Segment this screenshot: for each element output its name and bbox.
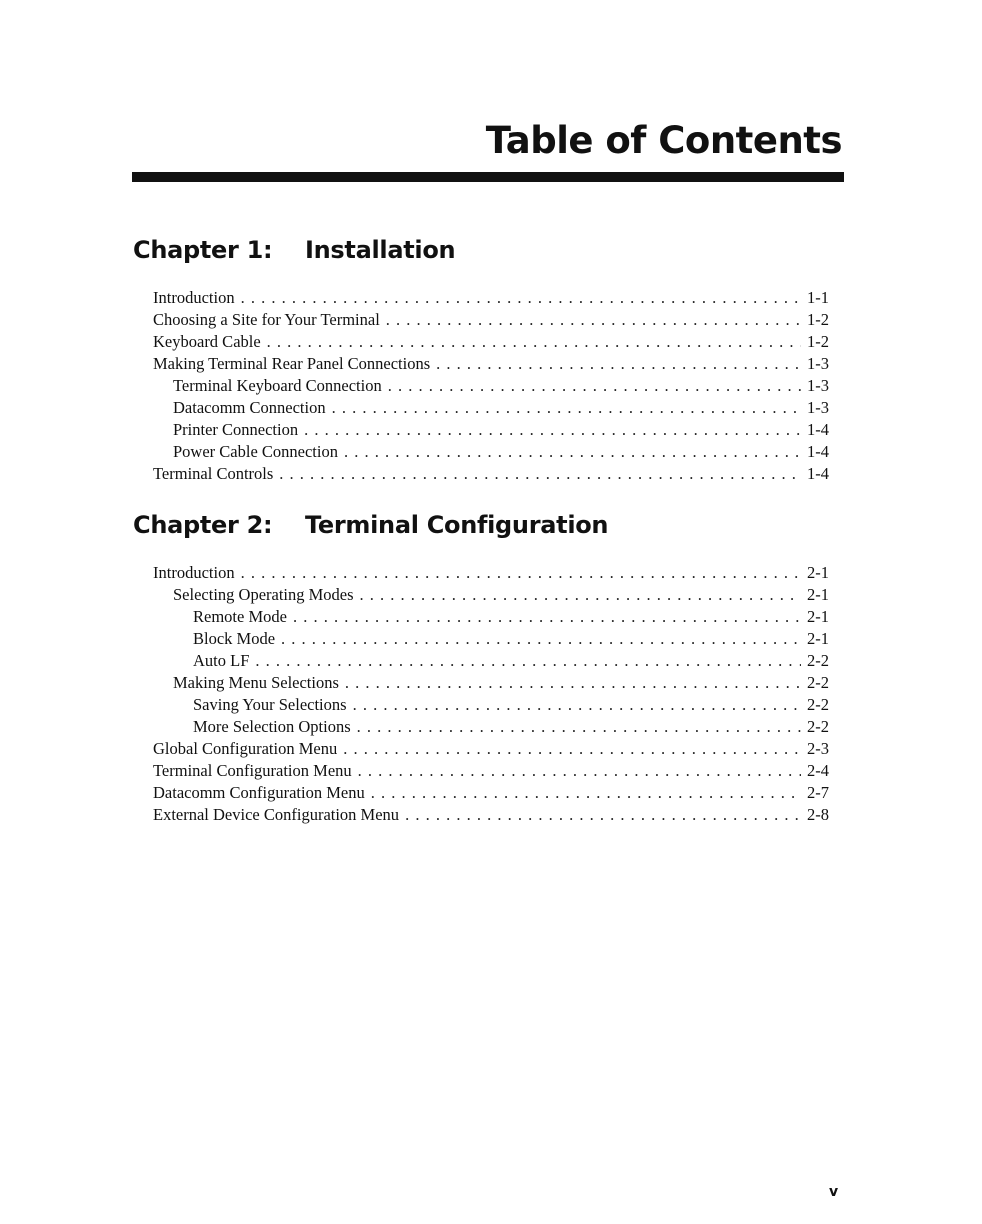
title-rule <box>132 172 844 182</box>
toc-entry-page-number: 1-2 <box>807 332 829 351</box>
dot-leader <box>255 650 801 672</box>
toc-entry-label: Datacomm Connection <box>173 398 326 417</box>
toc-entry-page-number: 2-8 <box>807 805 829 824</box>
dot-leader <box>343 738 801 760</box>
toc-entry[interactable] <box>153 650 835 672</box>
toc-entry-label: Printer Connection <box>173 420 299 439</box>
dot-leader <box>357 716 801 738</box>
toc-entry-label: Block Mode <box>193 629 276 648</box>
toc-entry-label: Remote Mode <box>193 607 287 626</box>
toc-entry-page-number: 2-1 <box>807 585 829 604</box>
page-number: v <box>829 1184 839 1200</box>
chapter-2-toc-list <box>153 562 835 826</box>
dot-leader <box>371 782 801 804</box>
toc-entry-page-number: 1-3 <box>807 354 829 373</box>
toc-entry-page-number: 1-3 <box>807 398 829 417</box>
toc-entry[interactable] <box>153 331 835 353</box>
toc-entry-label: Saving Your Selections <box>193 695 347 714</box>
toc-entry-page-number: 1-4 <box>807 420 829 439</box>
dot-leader <box>241 287 801 309</box>
toc-entry-page-number: 2-7 <box>807 783 829 802</box>
dot-leader <box>279 463 801 485</box>
toc-entry[interactable] <box>153 628 835 650</box>
dot-leader <box>267 331 801 353</box>
toc-entry-label: Terminal Configuration Menu <box>153 761 352 780</box>
toc-entry[interactable] <box>153 463 835 485</box>
toc-entry-page-number: 2-2 <box>807 651 829 670</box>
chapter-1-number: Chapter 1: <box>133 236 273 264</box>
toc-entry-page-number: 2-2 <box>807 717 829 736</box>
toc-entry-page-number: 2-1 <box>807 563 829 582</box>
dot-leader <box>332 397 801 419</box>
dot-leader <box>353 694 801 716</box>
chapter-2-title: Terminal Configuration <box>305 511 609 539</box>
toc-entry[interactable] <box>153 375 835 397</box>
toc-entry[interactable] <box>153 562 835 584</box>
dot-leader <box>436 353 801 375</box>
chapter-1-toc-list <box>153 287 835 485</box>
dot-leader <box>344 441 801 463</box>
toc-entry[interactable] <box>153 353 835 375</box>
dot-leader <box>241 562 801 584</box>
dot-leader <box>358 760 801 782</box>
toc-entry-label: Choosing a Site for Your Terminal <box>153 310 380 329</box>
toc-entry-page-number: 2-4 <box>807 761 829 780</box>
toc-entry-label: Introduction <box>153 563 235 582</box>
toc-entry[interactable] <box>153 694 835 716</box>
dot-leader <box>345 672 801 694</box>
chapter-2-heading <box>133 513 608 537</box>
page-title: Table of Contents <box>485 119 842 162</box>
toc-entry-page-number: 1-4 <box>807 464 829 483</box>
toc-entry[interactable] <box>153 419 835 441</box>
toc-entry-label: More Selection Options <box>193 717 351 736</box>
toc-entry-label: Making Menu Selections <box>173 673 339 692</box>
toc-entry[interactable] <box>153 760 835 782</box>
dot-leader <box>360 584 801 606</box>
toc-entry-label: Terminal Keyboard Connection <box>173 376 382 395</box>
chapter-1-title: Installation <box>305 236 456 264</box>
toc-entry[interactable] <box>153 606 835 628</box>
toc-entry[interactable] <box>153 287 835 309</box>
toc-entry-label: Auto LF <box>193 651 250 670</box>
toc-entry-page-number: 2-2 <box>807 695 829 714</box>
toc-entry[interactable] <box>153 397 835 419</box>
chapter-2-number: Chapter 2: <box>133 511 273 539</box>
toc-entry-label: Selecting Operating Modes <box>173 585 354 604</box>
chapter-1-heading <box>133 238 455 262</box>
toc-entry-label: Power Cable Connection <box>173 442 338 461</box>
toc-entry-label: Introduction <box>153 288 235 307</box>
toc-entry[interactable] <box>153 738 835 760</box>
toc-entry-label: Terminal Controls <box>153 464 274 483</box>
dot-leader <box>281 628 801 650</box>
toc-entry-page-number: 2-3 <box>807 739 829 758</box>
toc-entry[interactable] <box>153 672 835 694</box>
toc-entry[interactable] <box>153 716 835 738</box>
dot-leader <box>388 375 801 397</box>
dot-leader <box>293 606 801 628</box>
toc-entry-page-number: 1-4 <box>807 442 829 461</box>
toc-entry[interactable] <box>153 309 835 331</box>
toc-entry-label: Global Configuration Menu <box>153 739 338 758</box>
toc-entry-page-number: 1-3 <box>807 376 829 395</box>
toc-entry[interactable] <box>153 441 835 463</box>
toc-entry-page-number: 1-2 <box>807 310 829 329</box>
toc-entry-page-number: 1-1 <box>807 288 829 307</box>
toc-entry-label: Making Terminal Rear Panel Connections <box>153 354 431 373</box>
toc-entry-label: Datacomm Configuration Menu <box>153 783 365 802</box>
toc-entry[interactable] <box>153 782 835 804</box>
toc-entry[interactable] <box>153 584 835 606</box>
toc-entry-page-number: 2-2 <box>807 673 829 692</box>
toc-entry-page-number: 2-1 <box>807 629 829 648</box>
dot-leader <box>386 309 801 331</box>
toc-entry-label: External Device Configuration Menu <box>153 805 400 824</box>
toc-entry[interactable] <box>153 804 835 826</box>
dot-leader <box>405 804 801 826</box>
toc-entry-page-number: 2-1 <box>807 607 829 626</box>
dot-leader <box>304 419 801 441</box>
toc-entry-label: Keyboard Cable <box>153 332 261 351</box>
